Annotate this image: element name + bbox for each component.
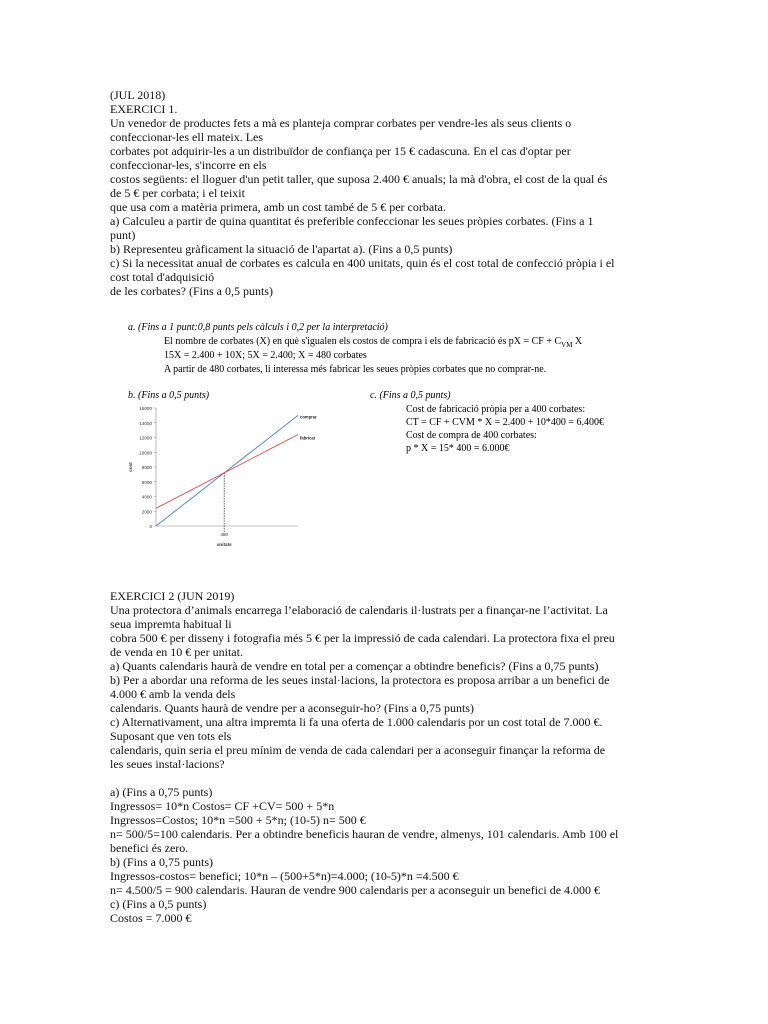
ex2-line: b) (Fins a 0,75 punts): [110, 855, 213, 869]
y-tick-label: 8000: [141, 465, 152, 470]
solution-b-title: b. (Fins a 0,5 punts): [128, 390, 210, 401]
y-tick-label: 0: [149, 524, 152, 529]
solution-c-line2: CT = CF + CVM * X = 2.400 + 10*400 = 6.400€: [406, 417, 605, 428]
ex1-line: b) Representeu gràficament la situació de l'apartat a). (Fins a 0,5 punts): [110, 242, 453, 256]
y-tick-label: 14000: [139, 420, 152, 426]
ex1-line: c) Si la necessitat anual de corbates es calcula en 400 unitats, quin és el cost total de confecció pròpia i el: [110, 256, 615, 270]
solution-a-line3: A partir de 480 corbates, li interessa més fabricar les seues pròpies corbates que no comprar-ne.: [164, 364, 547, 375]
ex1-line: costos següents: el lloguer d'un petit taller, que suposa 2.400 € anuals; la mà d'obra, el cost de la qual és: [110, 172, 608, 186]
ex2-line: Una protectora d’animals encarrega l’elaboració de calendaris il·lustrats per a finançar-ne l’activitat. La: [110, 603, 608, 617]
ex2-line: n= 500/5=100 calendaris. Per a obtindre beneficis hauran de vendre, almenys, 101 calendaris. Amb 100 el: [110, 827, 619, 841]
ex1-line: Un venedor de productes fets a mà es planteja comprar corbates per vendre-les als seus clients o: [110, 116, 572, 130]
y-tick-label: 12000: [139, 435, 152, 441]
ex2-line: de venda en 10 € per unitat.: [110, 645, 243, 659]
ex2-line: c) (Fins a 0,5 punts): [110, 897, 207, 911]
ex1-heading: EXERCICI 1.: [110, 102, 178, 116]
x-axis-label: unitats: [216, 542, 232, 547]
ex1-line: confeccionar-les, s'incorre en els: [110, 158, 267, 172]
solution-a-line1: El nombre de corbates (X) en què s'igualen els costos de compra i els de fabricació és pX = CF + $C_{VM}$ X: [164, 336, 583, 349]
y-tick-label: 4000: [141, 494, 152, 500]
ex2-line: c) Alternativament, una altra impremta li fa una oferta de 1.000 calendaris por un cost total de 7.000 €.: [110, 715, 603, 729]
ex1-line: corbates pot adquirir-les a un distribuïdor de confiança per 15 € cadascuna. En el cas d'optar per: [110, 144, 571, 158]
series-line-fabricar: [156, 435, 298, 509]
ex1-line: que usa com a matèria primera, amb un cost també de 5 € per corbata.: [110, 200, 446, 214]
y-tick-label: 10000: [139, 450, 152, 456]
y-tick-label: 2000: [141, 509, 152, 515]
legend-label-fabricar: fabricar: [300, 435, 316, 441]
y-axis-label: cost: [128, 462, 133, 472]
ex1-line: (JUL 2018): [110, 88, 166, 102]
y-tick-label: 16000: [139, 406, 152, 411]
solution-a-line2: 15X = 2.400 + 10X; 5X = 2.400; X = 480 corbates: [164, 350, 367, 361]
solution-c-line4: p * X = 15* 400 = 6.000€: [406, 443, 510, 454]
ex2-line: calendaris. Quants haurà de vendre per a aconseguir-ho? (Fins a 0,75 punts): [110, 701, 474, 715]
ex2-line: Costos = 7.000 €: [110, 911, 192, 925]
solution-c-title: c. (Fins a 0,5 punts): [370, 390, 451, 401]
series-line-comprar: [156, 415, 298, 526]
ex2-heading: EXERCICI 2 (JUN 2019): [110, 589, 235, 603]
solution-a-title: a. (Fins a 1 punt:0,8 punts pels càlculs i 0,2 per la interpretació): [128, 322, 388, 333]
ex2-line: les seues instal·lacions?: [110, 757, 225, 771]
ex1-line: a) Calculeu a partir de quina quantitat és preferible confeccionar les seues pròpies corbates. (Fins a 1: [110, 214, 594, 228]
y-tick-label: 6000: [141, 479, 152, 485]
cost-chart: [126, 402, 326, 552]
legend-label-comprar: comprar: [300, 414, 317, 420]
solution-c-line1: Cost de fabricació pròpia per a 400 corbates:: [406, 404, 586, 415]
ex1-line: confeccionar-les ell mateix. Les: [110, 130, 264, 144]
ex2-line: Ingressos= 10*n Costos= CF +CV= 500 + 5*n: [110, 799, 335, 813]
ex1-line: de les corbates? (Fins a 0,5 punts): [110, 284, 273, 298]
ex2-line: a) (Fins a 0,75 punts): [110, 785, 213, 799]
ex2-line: a) Quants calendaris haurà de vendre en total per a començar a obtindre beneficis? (Fins a 0,75 punts): [110, 659, 599, 673]
ex1-line: cost total d'adquisició: [110, 270, 215, 284]
ex2-line: seua impremta habitual li: [110, 617, 232, 631]
ex1-line: de 5 € per corbata; i el teixit: [110, 186, 245, 200]
ex2-line: Ingressos=Costos; 10*n =500 + 5*n; (10-5) n= 500 €: [110, 813, 366, 827]
ex2-line: calendaris, quin seria el preu mínim de venda de cada calendari per a aconseguir finançar la reforma de: [110, 743, 606, 757]
ex2-line: Suposant que ven tots els: [110, 729, 232, 743]
ex2-line: cobra 500 € per disseny i fotografia més 5 € per la impressió de cada calendari. La protectora fixa el preu: [110, 631, 615, 645]
ex2-line: 4.000 € amb la venda dels: [110, 687, 236, 701]
ex2-line: n= 4.500/5 = 900 calendaris. Hauran de vendre 900 calendaris per a aconseguir un benefici de 4.000 €: [110, 883, 601, 897]
ex1-line: punt): [110, 228, 136, 242]
x-marker-label: 480: [220, 532, 228, 537]
solution-c-line3: Cost de compra de 400 corbates:: [406, 430, 537, 441]
ex2-line: benefici és zero.: [110, 841, 189, 855]
ex2-line: Ingressos-costos= benefici; 10*n – (500+5*n)=4.000; (10-5)*n =4.500 €: [110, 869, 459, 883]
ex2-line: b) Per a abordar una reforma de les seues instal·lacions, la protectora es proposa arribar a un benefici de: [110, 673, 610, 687]
